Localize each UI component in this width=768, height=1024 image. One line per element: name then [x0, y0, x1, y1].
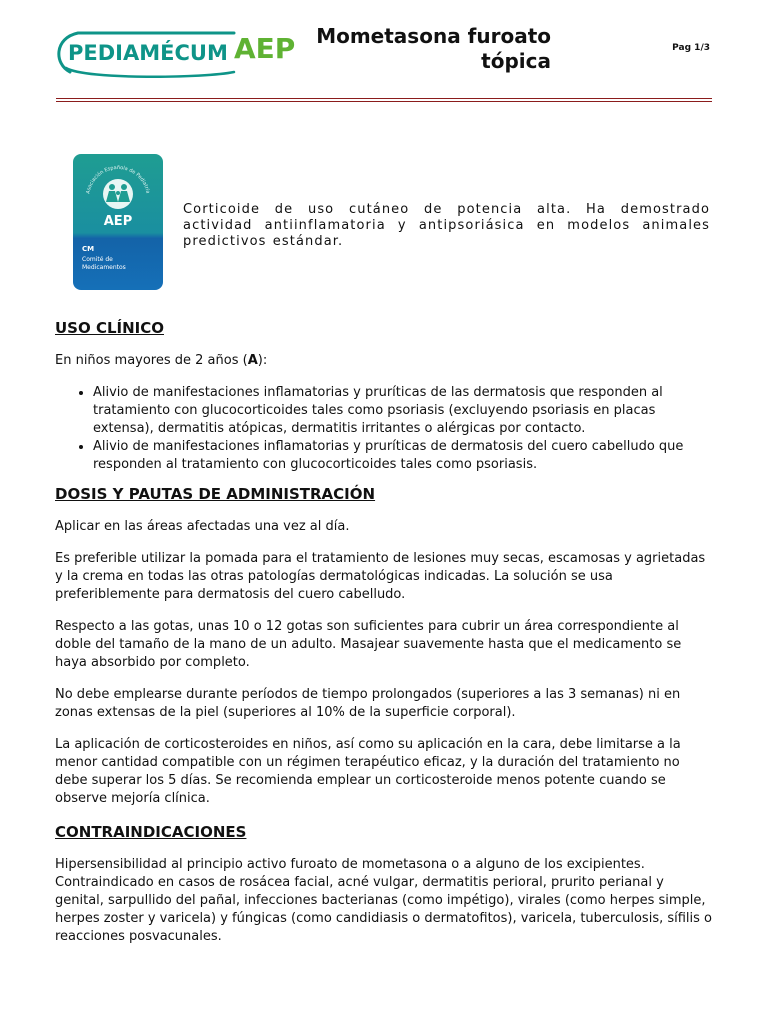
uso-clinico-lead	[55, 352, 715, 370]
badge-arc-text: Asociación Española de Pediatría	[85, 164, 151, 195]
paragraph: La aplicación de corticosteroides en niños, así como su aplicación en la cara, debe limitarse a la menor cantidad compatible con un régimen terapéutico eficaz, y la duración del tratamiento no debe superar los 5 días. Se recomienda emplear un corticosteroide menos potente cuando se observe mejoría clínica.	[55, 737, 681, 806]
page-number: Pag 1/3	[672, 43, 710, 53]
lead-text-end: ):	[257, 353, 268, 368]
lead-text: En niños mayores de 2 años (	[55, 353, 248, 368]
title-line-1: Mometasona furoato	[316, 24, 551, 48]
header-rule-bottom	[56, 101, 712, 102]
logo-aep: AEP	[234, 32, 296, 65]
logo-text: PEDIAMÉCUM	[68, 41, 228, 65]
badge-aep: AEP	[103, 214, 133, 229]
section-uso-clinico	[55, 318, 715, 474]
badge-cm: CM	[82, 245, 95, 253]
paragraph: Respecto a las gotas, unas 10 o 12 gotas son suficientes para cubrir un área correspondiente al doble del tamaño de la mano de un adulto. Masajear suavemente hasta que el medicamento se haya absorbido por completo.	[55, 619, 682, 670]
paragraph: No debe emplearse durante períodos de tiempo prolongados (superiores a las 3 semanas) ni en zonas extensas de la piel (superiores al 10% de la superficie corporal).	[55, 687, 681, 720]
list-item: • Alivio de manifestaciones inflamatorias y pruríticas de dermatosis del cuero cabelludo que responden al tratamiento con glucocorticoides tales como psoriasis.	[93, 438, 715, 474]
badge-committee-line-2: Medicamentos	[82, 264, 126, 271]
document-body	[55, 318, 715, 960]
heading-contraindicaciones: CONTRAINDICACIONES	[55, 823, 247, 841]
header-rule-top	[56, 98, 712, 99]
intro-paragraph: Corticoide de uso cutáneo de potencia alta. Ha demostrado actividad antiinflamatoria y antipsoriásica en modelos animales predictivos estándar.	[183, 202, 710, 249]
title-line-2: tópica	[481, 49, 551, 73]
evidence-grade: A	[247, 353, 258, 368]
paragraph: Aplicar en las áreas afectadas una vez al día.	[55, 519, 350, 534]
badge-committee-line-1: Comité de	[82, 256, 113, 263]
paragraph: Es preferible utilizar la pomada para el tratamiento de lesiones muy secas, escamosas y agrietadas y la crema en todas las otras patologías dermatológicas indicadas. La solución se usa preferiblemente para dermatosis del cuero cabelludo.	[55, 551, 706, 602]
heading-uso-clinico: USO CLÍNICO	[55, 319, 164, 337]
section-contraindicaciones	[55, 822, 715, 946]
document-title	[300, 24, 551, 74]
section-dosis	[55, 484, 715, 808]
heading-dosis: DOSIS Y PAUTAS DE ADMINISTRACIÓN	[55, 485, 376, 503]
page-header	[0, 0, 768, 110]
paragraph: Hipersensibilidad al principio activo furoato de mometasona o a alguno de los excipientes. Contraindicado en casos de rosácea facial, acné vulgar, dermatitis perioral, prurito perianal y genital, sarpullido del pañal, infecciones bacterianas (como impétigo), virales (como herpes simple, herpes zoster y varicela) y fúngicas (como candidiasis o dermatofitos), varicela, tuberculosis, sífilis o reacciones posvacunales.	[55, 857, 713, 944]
pediamecum-logo	[56, 28, 301, 78]
aep-committee-badge	[73, 154, 163, 290]
uso-clinico-list	[55, 384, 715, 474]
list-item: • Alivio de manifestaciones inflamatorias y pruríticas de las dermatosis que responden al tratamiento con glucocorticoides tales como psoriasis (excluyendo psoriasis en placas extensa), dermatitis atópicas, dermatitis irritantes o alérgicas por contacto.	[93, 384, 715, 438]
